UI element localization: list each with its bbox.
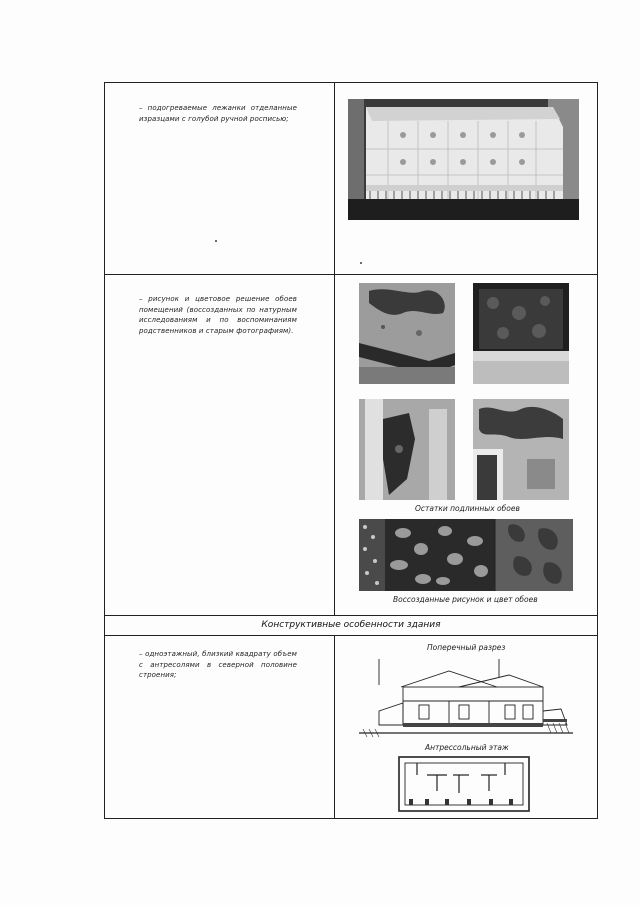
tiled-stove-photo [348, 99, 579, 220]
wallpaper-reconstructed-caption: Воссозданные рисунок и цвет обоев [393, 595, 538, 604]
wallpaper-remains-photo-3 [359, 399, 455, 500]
row-1-text: – подогреваемые лежанки отделанные изразцами с голубой ручной росписью; [139, 104, 297, 123]
column-divider-top [334, 83, 335, 615]
mezzanine-plan-drawing [397, 755, 531, 813]
cross-section-image [359, 657, 573, 741]
mezzanine-plan-image [397, 755, 531, 813]
wallpaper-pattern-image [359, 519, 573, 591]
wallpaper-fragment-image [359, 399, 455, 500]
cross-section-drawing [359, 657, 573, 741]
tiled-stove-image [348, 99, 579, 220]
section-title: Конструктивные особенности здания [261, 620, 441, 630]
wallpaper-fragment-image [359, 283, 455, 384]
row-3-text: – одноэтажный, близкий квадрату объем с антресолями в северной половине строения; [139, 650, 297, 679]
column-divider-bottom [334, 635, 335, 818]
features-table [104, 82, 598, 819]
wallpaper-fragment-image [473, 283, 569, 384]
mezzanine-caption: Антрессольный этаж [425, 743, 509, 752]
cross-section-caption: Поперечный разрез [427, 643, 506, 652]
scan-speck [215, 240, 217, 242]
wallpaper-remains-photo-2 [473, 283, 569, 384]
wallpaper-reconstructed-photo [359, 519, 573, 591]
wallpaper-fragment-image [473, 399, 569, 500]
wallpaper-remains-photo-4 [473, 399, 569, 500]
row-2-text: – рисунок и цветовое решение обоев помещений (воссозданных по натурным исследованиям и по воспоминаниям родственников и старым фотографиям). [139, 295, 297, 335]
row-divider-1 [105, 274, 597, 275]
wallpaper-remains-caption: Остатки подлинных обоев [415, 504, 520, 513]
row-divider-3 [105, 635, 597, 636]
scan-speck [360, 262, 362, 264]
wallpaper-remains-photo-1 [359, 283, 455, 384]
row-divider-2 [105, 615, 597, 616]
